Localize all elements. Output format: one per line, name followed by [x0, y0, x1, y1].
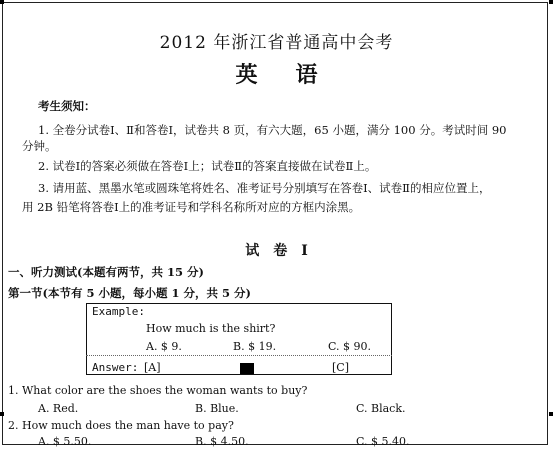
notice-item-3-line-1: 3. 请用蓝、黑墨水笔或圆珠笔将姓名、准考证号分别填写在答卷Ⅰ、试卷Ⅱ的相应位置上， [38, 181, 491, 195]
sub-heading: 第一节(本节有 5 小题，每小题 1 分，共 5 分) [8, 286, 251, 300]
question-2-option-b: B. $ 4.50. [195, 435, 249, 448]
corner-mark [0, 0, 4, 4]
example-option-c: C. $ 90. [328, 340, 372, 353]
notice-item-1-line-1: 1. 全卷分试卷Ⅰ、Ⅱ和答卷Ⅰ，试卷共 8 页，有六大题，65 小题，满分 100 分。考试时间 90 [38, 123, 507, 137]
filled-answer-box [240, 363, 254, 374]
corner-mark [549, 412, 553, 416]
question-2-stem: 2. How much does the man have to pay? [8, 419, 234, 432]
example-option-a: A. $ 9. [146, 340, 182, 353]
question-1-option-b: B. Blue. [195, 402, 239, 415]
corner-mark [549, 0, 553, 4]
question-1-option-a: A. Red. [38, 402, 79, 415]
part-heading: 一、听力测试(本题有两节，共 15 分) [8, 265, 204, 279]
example-answer-label: Answer: [92, 361, 139, 374]
example-answer-a: [A] [144, 361, 161, 374]
notice-item-1-line-2: 分钟。 [22, 139, 57, 153]
section-title: 试卷Ⅰ [245, 243, 322, 259]
notice-heading: 考生须知： [38, 99, 96, 113]
question-1-stem: 1. What color are the shoes the woman wants to buy? [8, 384, 308, 397]
corner-mark [0, 412, 4, 416]
example-divider [86, 355, 392, 356]
notice-item-3-line-2: 用 2B 铅笔将答卷Ⅰ上的准考证号和学科名称所对应的方框内涂黑。 [22, 200, 361, 214]
notice-item-2: 2. 试卷Ⅰ的答案必须做在答卷Ⅰ上；试卷Ⅱ的答案直接做在试卷Ⅱ上。 [38, 159, 377, 173]
question-1-option-c: C. Black. [356, 402, 406, 415]
exam-title: 2012 年浙江省普通高中会考 [159, 33, 394, 53]
subject-title: 英语 [235, 62, 356, 88]
example-question: How much is the shirt? [146, 322, 276, 335]
example-answer-c: [C] [332, 361, 349, 374]
question-2-option-a: A. $ 5.50. [38, 435, 92, 448]
example-label: Example: [92, 305, 145, 318]
question-2-option-c: C. $ 5.40. [356, 435, 410, 448]
example-option-b: B. $ 19. [233, 340, 277, 353]
